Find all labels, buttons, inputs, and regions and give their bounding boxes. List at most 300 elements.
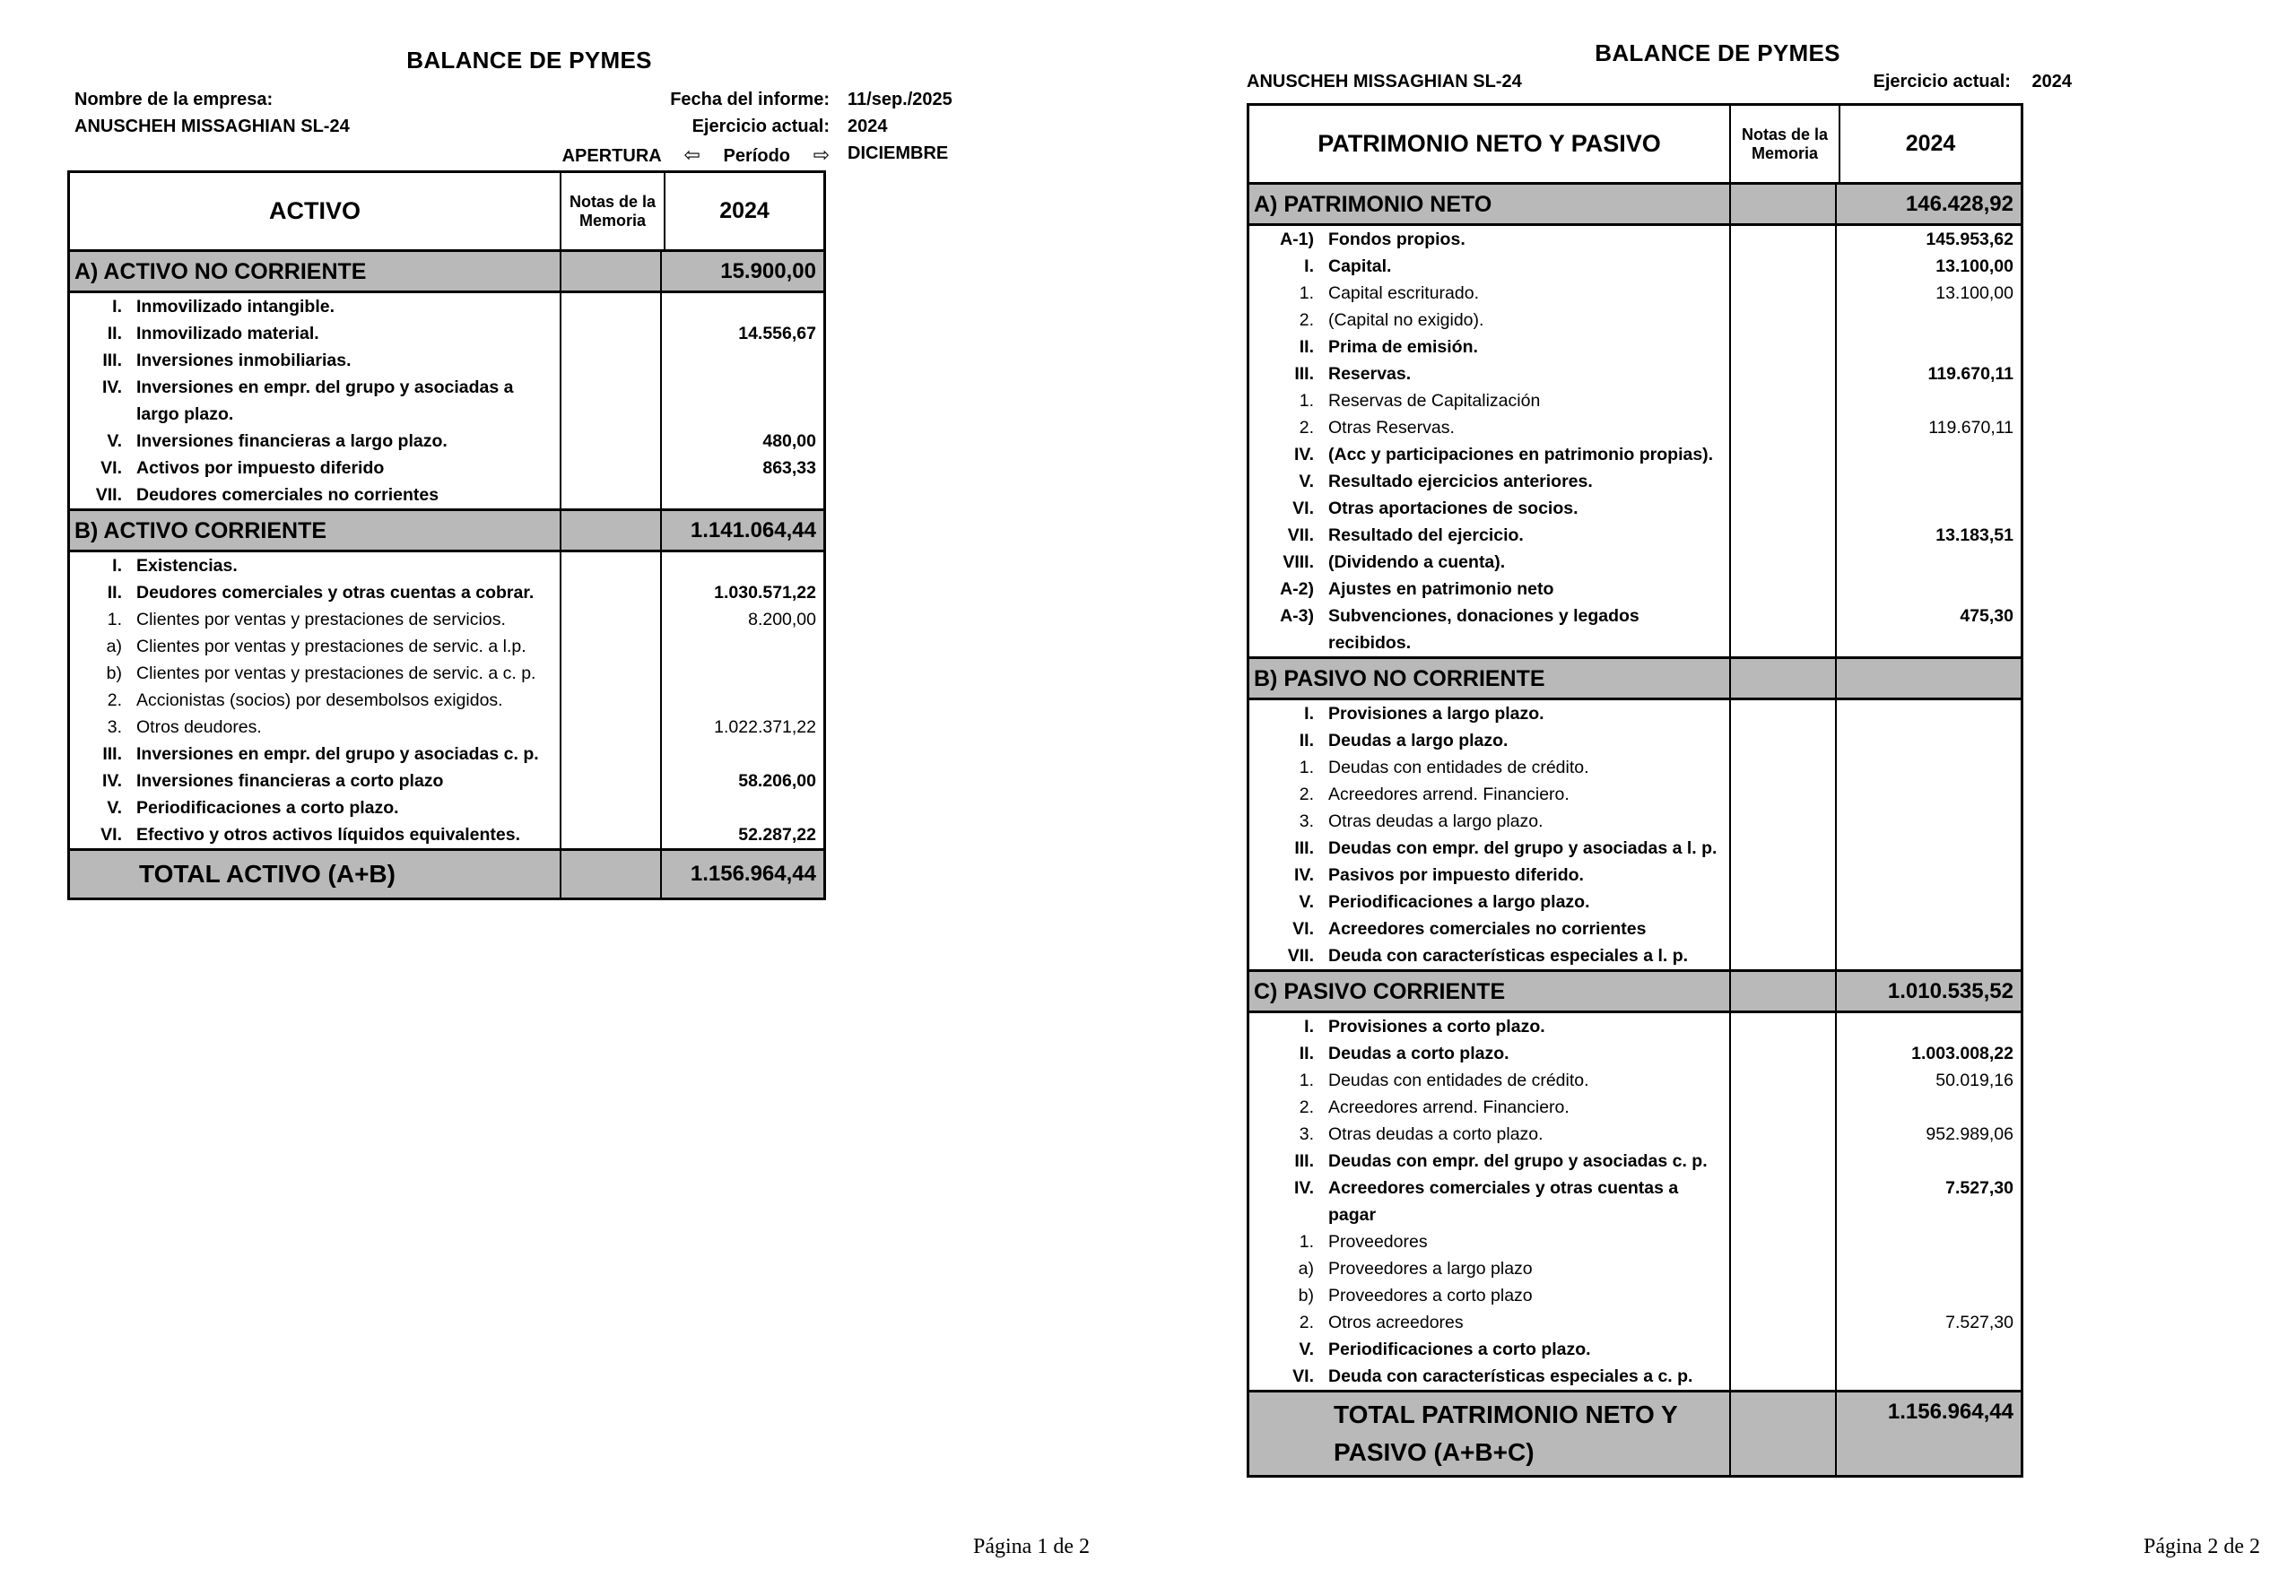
row-label: Capital escriturado.	[1328, 283, 1479, 303]
value-cell: 7.527,30	[1945, 1178, 2013, 1198]
table-row	[70, 552, 823, 579]
row-label: Proveedores a largo plazo	[1328, 1259, 1533, 1279]
value-cell	[1837, 387, 2021, 414]
row-num: 1.	[1299, 1071, 1314, 1090]
row-label-cell	[1249, 862, 1729, 889]
table-row	[1249, 1013, 2021, 1040]
value-cell	[1837, 549, 2021, 576]
table-row	[70, 508, 823, 552]
row-label: Fondos propios.	[1328, 230, 1465, 249]
row-label: Otros deudores.	[136, 717, 262, 737]
row-label-cell	[1249, 360, 1729, 387]
table-row	[70, 714, 823, 741]
value-cell	[1837, 307, 2021, 334]
row-label: Deuda con características especiales a c. p.	[1328, 1366, 1693, 1386]
row-num: I.	[1304, 1017, 1314, 1037]
page-1	[67, 0, 991, 1596]
value-cell	[1837, 1013, 2021, 1040]
row-num: 1.	[1299, 758, 1314, 777]
row-num: VI.	[1292, 499, 1314, 518]
notes-cell	[1729, 468, 1837, 495]
row-label: Deudas con entidades de crédito.	[1328, 1071, 1589, 1090]
value-cell: 50.019,16	[1935, 1071, 2013, 1090]
fiscal-year-label: Ejercicio actual:	[691, 117, 830, 136]
row-label-cell	[1249, 1309, 1729, 1336]
table-row	[1249, 727, 2021, 754]
row-label-cell	[1249, 1228, 1729, 1255]
pasivo-table	[1247, 103, 2023, 1478]
value-cell: 1.003.008,22	[1911, 1044, 2013, 1063]
value-cell	[1837, 441, 2021, 468]
value-cell	[1837, 334, 2021, 360]
notes-cell	[1729, 441, 1837, 468]
row-num: VII.	[1287, 946, 1314, 966]
table-row	[1249, 835, 2021, 862]
table-col3-header: 2024	[719, 198, 770, 223]
table-row	[70, 821, 823, 848]
table-row	[1249, 1255, 2021, 1282]
table-row	[1249, 862, 2021, 889]
row-num: II.	[107, 324, 122, 343]
notes-cell	[1729, 334, 1837, 360]
row-label-cell	[70, 252, 560, 291]
notes-cell	[1729, 972, 1837, 1011]
notes-cell	[1729, 1392, 1837, 1475]
notes-cell	[1729, 603, 1837, 656]
table-row	[1249, 1282, 2021, 1309]
value-cell	[662, 633, 823, 660]
table-row	[1249, 1336, 2021, 1363]
row-label-cell	[1249, 754, 1729, 781]
table-col1-header: ACTIVO	[268, 197, 361, 224]
row-num: 1.	[1299, 391, 1314, 411]
row-num: b)	[106, 664, 122, 683]
notes-cell	[1729, 1175, 1837, 1228]
row-num: V.	[1299, 472, 1314, 491]
notes-cell	[1729, 1094, 1837, 1121]
row-label-cell	[1249, 307, 1729, 334]
notes-cell	[1729, 576, 1837, 603]
row-num: VI.	[100, 458, 122, 478]
fiscal-year-label: Ejercicio actual:	[1873, 72, 2011, 91]
period-row	[67, 143, 991, 167]
row-num: A-3)	[1280, 606, 1314, 626]
row-label: Deudas a largo plazo.	[1328, 731, 1509, 750]
row-label-cell	[70, 293, 560, 320]
row-num: I.	[1304, 704, 1314, 724]
table-row	[70, 579, 823, 606]
row-label: TOTAL PATRIMONIO NETO Y PASIVO (A+B+C)	[1334, 1401, 1678, 1466]
value-cell	[1837, 468, 2021, 495]
value-cell	[662, 347, 823, 374]
row-label-cell	[70, 821, 560, 848]
notes-cell	[1729, 185, 1837, 223]
notes-cell	[1729, 942, 1837, 969]
table-row	[1249, 1390, 2021, 1475]
row-label: Inversiones financieras a corto plazo	[136, 771, 444, 791]
row-num: VI.	[1292, 1366, 1314, 1386]
fiscal-year-value: 2024	[2031, 72, 2072, 91]
table-col1-header: PATRIMONIO NETO Y PASIVO	[1318, 130, 1661, 157]
table-header-row	[70, 173, 823, 249]
value-cell	[1837, 1148, 2021, 1175]
period-end: DICIEMBRE	[848, 143, 949, 163]
row-num: I.	[112, 297, 122, 317]
table-header-row	[1249, 106, 2021, 182]
row-label: Provisiones a corto plazo.	[1328, 1017, 1545, 1037]
value-cell: 863,33	[762, 458, 816, 478]
notes-cell	[560, 579, 662, 606]
row-label-cell	[1249, 334, 1729, 360]
row-label-cell	[70, 481, 560, 508]
row-num: 1.	[1299, 1232, 1314, 1252]
notes-cell	[1729, 307, 1837, 334]
value-cell: 13.100,00	[1935, 256, 2013, 276]
table-row	[1249, 495, 2021, 522]
row-label-cell	[1249, 549, 1729, 576]
notes-cell	[1729, 1040, 1837, 1067]
notes-cell	[1729, 1148, 1837, 1175]
value-cell	[1837, 835, 2021, 862]
row-label: Capital.	[1328, 256, 1392, 276]
value-cell	[1837, 1336, 2021, 1363]
table-row	[1249, 280, 2021, 307]
notes-cell	[1729, 659, 1837, 698]
value-cell: 58.206,00	[738, 771, 816, 791]
notes-cell	[560, 794, 662, 821]
row-label-cell	[1249, 781, 1729, 808]
value-cell	[1837, 1094, 2021, 1121]
row-num: 1.	[107, 610, 122, 629]
row-label: B) PASIVO NO CORRIENTE	[1254, 665, 1545, 691]
row-label: Resultado ejercicios anteriores.	[1328, 472, 1593, 491]
row-label-cell	[1249, 727, 1729, 754]
row-num: V.	[107, 431, 122, 451]
notes-cell	[560, 606, 662, 633]
table-row	[70, 428, 823, 455]
row-label-cell	[70, 606, 560, 633]
value-cell: 119.670,11	[1927, 364, 2013, 384]
notes-cell	[560, 252, 662, 291]
row-label-cell	[70, 320, 560, 347]
value-cell	[1837, 700, 2021, 727]
table-row	[1249, 360, 2021, 387]
notes-cell	[1729, 280, 1837, 307]
row-label: Otras deudas a largo plazo.	[1328, 811, 1544, 831]
company-name: ANUSCHEH MISSAGHIAN SL-24	[74, 117, 350, 136]
row-label: B) ACTIVO CORRIENTE	[74, 517, 327, 543]
row-label: TOTAL ACTIVO (A+B)	[139, 860, 396, 888]
table-row	[1249, 441, 2021, 468]
row-num: a)	[1298, 1259, 1314, 1279]
table-row	[1249, 1094, 2021, 1121]
value-cell: 145.953,62	[1926, 230, 2013, 249]
value-cell: 1.156.964,44	[690, 862, 816, 886]
notes-cell	[1729, 1255, 1837, 1282]
row-label-cell	[1249, 942, 1729, 969]
row-num: II.	[107, 583, 122, 603]
row-num: VIII.	[1283, 552, 1314, 572]
notes-cell	[1729, 387, 1837, 414]
row-label: Inversiones en empr. del grupo y asociadas c. p.	[136, 744, 539, 764]
table-row	[70, 293, 823, 320]
row-num: 2.	[1299, 418, 1314, 438]
row-num: I.	[112, 556, 122, 576]
row-label: Inversiones en empr. del grupo y asociadas a largo plazo.	[136, 377, 514, 424]
notes-cell	[1729, 915, 1837, 942]
page2-footer: Página 2 de 2	[2144, 1535, 2260, 1558]
row-num: V.	[107, 798, 122, 818]
row-label-cell	[1249, 414, 1729, 441]
row-label-cell	[1249, 387, 1729, 414]
row-num: III.	[1294, 1151, 1314, 1171]
value-cell	[1837, 1282, 2021, 1309]
row-label-cell	[1249, 808, 1729, 835]
company-name: ANUSCHEH MISSAGHIAN SL-24	[1247, 72, 1522, 91]
report-date-label: Fecha del informe:	[670, 90, 830, 109]
row-label-cell	[70, 374, 560, 428]
value-cell	[662, 293, 823, 320]
notes-cell	[1729, 1121, 1837, 1148]
row-label: Acreedores comerciales y otras cuentas a pagar	[1328, 1178, 1679, 1225]
value-cell	[1837, 915, 2021, 942]
row-label: Accionistas (socios) por desembolsos exigidos.	[136, 690, 503, 710]
row-label: Pasivos por impuesto diferido.	[1328, 865, 1584, 885]
row-label-cell	[70, 714, 560, 741]
row-num: IV.	[1293, 445, 1314, 464]
row-label: Inmovilizado material.	[136, 324, 319, 343]
row-label-cell	[70, 660, 560, 687]
row-num: IV.	[101, 771, 122, 791]
row-num: V.	[1299, 892, 1314, 912]
row-label-cell	[70, 428, 560, 455]
row-label-cell	[70, 687, 560, 714]
period-start: APERTURA	[561, 146, 661, 166]
row-label: Reservas.	[1328, 364, 1412, 384]
table-row	[70, 320, 823, 347]
row-num: II.	[1299, 337, 1314, 357]
value-cell	[1837, 942, 2021, 969]
row-num: 2.	[1299, 1313, 1314, 1332]
row-label-cell	[1249, 1282, 1729, 1309]
notes-cell	[560, 768, 662, 794]
notes-cell	[1729, 1363, 1837, 1390]
table-row	[1249, 700, 2021, 727]
table-row	[70, 633, 823, 660]
row-num: II.	[1299, 1044, 1314, 1063]
notes-cell	[1729, 781, 1837, 808]
table-row	[1249, 549, 2021, 576]
table-row	[1249, 808, 2021, 835]
value-cell: 119.670,11	[1928, 418, 2013, 438]
notes-cell	[1729, 360, 1837, 387]
row-label-cell	[1249, 1392, 1729, 1475]
notes-cell	[1729, 226, 1837, 253]
row-label-cell	[1249, 972, 1729, 1011]
row-label-cell	[70, 347, 560, 374]
row-label: Periodificaciones a corto plazo.	[1328, 1340, 1591, 1359]
value-cell: 7.527,30	[1945, 1313, 2013, 1332]
notes-cell	[1729, 835, 1837, 862]
page-2	[1247, 0, 2081, 1596]
row-label: Proveedores	[1328, 1232, 1428, 1252]
row-label: Efectivo y otros activos líquidos equivalentes.	[136, 825, 521, 845]
table-row	[1249, 468, 2021, 495]
table-row	[70, 794, 823, 821]
row-label: Otros acreedores	[1328, 1313, 1464, 1332]
notes-cell	[1729, 1309, 1837, 1336]
notes-cell	[560, 687, 662, 714]
table-col2-header: Notas de la Memoria	[1729, 106, 1840, 182]
row-label-cell	[70, 768, 560, 794]
fiscal-year-value: 2024	[848, 117, 888, 136]
row-label: Deudas a corto plazo.	[1328, 1044, 1509, 1063]
row-label-cell	[1249, 1121, 1729, 1148]
notes-cell	[1729, 1013, 1837, 1040]
row-label: Clientes por ventas y prestaciones de servicios.	[136, 610, 506, 629]
notes-cell	[560, 552, 662, 579]
value-cell	[662, 687, 823, 714]
row-label: Deudas con empr. del grupo y asociadas c. p.	[1328, 1151, 1708, 1171]
row-label-cell	[1249, 495, 1729, 522]
notes-cell	[1729, 495, 1837, 522]
table-col3-header: 2024	[1905, 131, 1956, 156]
notes-cell	[1729, 727, 1837, 754]
value-cell: 1.030.571,22	[714, 583, 816, 603]
table-row	[1249, 387, 2021, 414]
row-label-cell	[70, 794, 560, 821]
row-num: 2.	[107, 690, 122, 710]
row-label: Deudas con empr. del grupo y asociadas a l. p.	[1328, 838, 1718, 858]
row-label: Proveedores a corto plazo	[1328, 1286, 1533, 1305]
value-cell	[662, 481, 823, 508]
row-label-cell	[1249, 1094, 1729, 1121]
table-row	[1249, 307, 2021, 334]
value-cell: 13.183,51	[1935, 525, 2013, 545]
row-num: I.	[1304, 256, 1314, 276]
notes-cell	[1729, 1282, 1837, 1309]
notes-cell	[1729, 253, 1837, 280]
row-label: (Capital no exigido).	[1328, 310, 1484, 330]
row-label-cell	[70, 552, 560, 579]
notes-cell	[1729, 1228, 1837, 1255]
table-row	[70, 455, 823, 481]
value-cell: 13.100,00	[1935, 283, 2013, 303]
table-row	[1249, 1363, 2021, 1390]
value-cell: 8.200,00	[748, 610, 816, 629]
notes-cell	[560, 320, 662, 347]
notes-cell	[560, 293, 662, 320]
table-row	[70, 687, 823, 714]
value-cell	[662, 741, 823, 768]
page1-footer: Página 1 de 2	[973, 1535, 1090, 1558]
row-label: Periodificaciones a largo plazo.	[1328, 892, 1590, 912]
row-label: Acreedores comerciales no corrientes	[1328, 919, 1647, 939]
row-label-cell	[70, 851, 560, 898]
table-row	[70, 249, 823, 293]
table-row	[1249, 915, 2021, 942]
row-label-cell	[70, 633, 560, 660]
table-row	[1249, 1148, 2021, 1175]
row-num: V.	[1299, 1340, 1314, 1359]
row-label: Clientes por ventas y prestaciones de servic. a l.p.	[136, 637, 526, 656]
table-row	[1249, 226, 2021, 253]
notes-cell	[1729, 414, 1837, 441]
notes-cell	[560, 714, 662, 741]
table-row	[1249, 1175, 2021, 1228]
row-label-cell	[1249, 1336, 1729, 1363]
table-row	[1249, 1309, 2021, 1336]
table-row	[1249, 754, 2021, 781]
table-row	[1249, 603, 2021, 656]
notes-cell	[560, 741, 662, 768]
page-title: BALANCE DE PYMES	[1595, 39, 1840, 66]
row-label-cell	[1249, 659, 1729, 698]
row-num: 2.	[1299, 1097, 1314, 1117]
table-row	[1249, 253, 2021, 280]
report-date-row	[67, 90, 991, 110]
value-cell	[1837, 727, 2021, 754]
notes-cell	[560, 374, 662, 428]
value-cell	[662, 552, 823, 579]
table-col2-header: Notas de la Memoria	[560, 173, 665, 249]
notes-cell	[1729, 522, 1837, 549]
row-label: A) PATRIMONIO NETO	[1254, 191, 1492, 217]
row-label: Prima de emisión.	[1328, 337, 1478, 357]
row-label: Deudores comerciales y otras cuentas a cobrar.	[136, 583, 535, 603]
row-label: Periodificaciones a corto plazo.	[136, 798, 399, 818]
row-num: III.	[102, 351, 122, 370]
row-label: Otras aportaciones de socios.	[1328, 499, 1578, 518]
row-label: Existencias.	[136, 556, 238, 576]
row-num: II.	[1299, 731, 1314, 750]
value-cell: 480,00	[762, 431, 816, 451]
value-cell	[1837, 808, 2021, 835]
activo-table	[67, 170, 826, 900]
table-row	[1249, 781, 2021, 808]
row-label-cell	[1249, 1013, 1729, 1040]
row-label: Acreedores arrend. Financiero.	[1328, 1097, 1570, 1117]
value-cell: 475,30	[1960, 606, 2013, 626]
value-cell: 14.556,67	[738, 324, 816, 343]
row-label-cell	[70, 511, 560, 550]
row-num: III.	[1294, 364, 1314, 384]
row-label-cell	[1249, 522, 1729, 549]
row-label-cell	[1249, 280, 1729, 307]
value-cell: 146.428,92	[1905, 191, 2013, 216]
row-num: 3.	[1299, 811, 1314, 831]
value-cell	[662, 794, 823, 821]
notes-cell	[560, 851, 662, 898]
notes-cell	[1729, 1336, 1837, 1363]
value-cell: 52.287,22	[738, 825, 816, 845]
row-label-cell	[1249, 576, 1729, 603]
notes-cell	[1729, 889, 1837, 915]
table-row	[1249, 942, 2021, 969]
row-label-cell	[70, 455, 560, 481]
notes-cell	[1729, 808, 1837, 835]
table-row	[1249, 1121, 2021, 1148]
notes-cell	[560, 633, 662, 660]
table-row	[70, 848, 823, 898]
notes-cell	[560, 481, 662, 508]
value-cell	[662, 374, 823, 428]
row-label: Acreedores arrend. Financiero.	[1328, 785, 1570, 804]
row-num: VII.	[1287, 525, 1314, 545]
value-cell: 1.141.064,44	[690, 517, 816, 542]
notes-cell	[560, 347, 662, 374]
row-label: Deuda con características especiales a l. p.	[1328, 946, 1689, 966]
